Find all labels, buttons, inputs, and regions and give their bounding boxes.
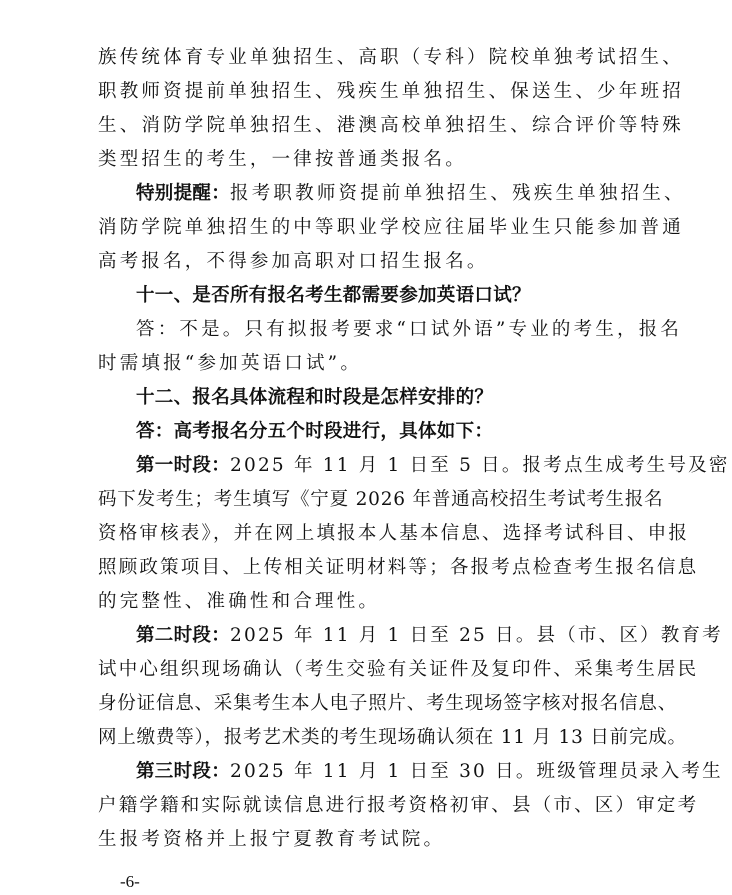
text-line: 消防学院单独招生的中等职业学校应往届毕业生只能参加普通	[98, 217, 684, 238]
text-line: 生报考资格并上报宁夏教育考试院。	[98, 829, 446, 850]
section-heading-11: 十一、是否所有报名考生都需要参加英语口试？	[136, 285, 531, 306]
period-3-line	[136, 760, 723, 784]
answer-heading-12: 答：高考报名分五个时段进行，具体如下：	[136, 421, 494, 442]
text-line: 生、消防学院单独招生、港澳高校单独招生、综合评价等特殊	[98, 115, 684, 136]
text-span: 2025 年 11 月 1 日至 25 日。县（市、区）教育考	[230, 625, 723, 646]
period-1-line	[136, 454, 730, 478]
special-reminder-label: 特别提醒：	[136, 183, 231, 204]
text-line: 的完整性、准确性和合理性。	[98, 591, 381, 612]
period-2-line	[136, 624, 723, 648]
text-line: 时需填报“参加英语口试”。	[98, 353, 363, 374]
text-line: 资格审核表》，并在网上填报本人基本信息、选择考试科目、申报	[98, 523, 690, 544]
text-line: 照顾政策项目、上传相关证明材料等；各报考点检查考生报名信息	[98, 557, 699, 578]
text-line: 类型招生的考生，一律按普通类报名。	[98, 149, 467, 170]
text-line: 族传统体育专业单独招生、高职（专科）院校单独考试招生、	[98, 47, 684, 68]
text-span: 2025 年 11 月 1 日至 30 日。班级管理员录入考生	[230, 761, 723, 782]
text-span: 2025 年 11 月 1 日至 5 日。报考点生成考生号及密	[230, 455, 730, 476]
special-reminder-line	[136, 182, 686, 206]
text-line: 高考报名，不得参加高职对口招生报名。	[98, 251, 489, 272]
text-line: 网上缴费等），报考艺术类的考生现场确认须在 11 月 13 日前完成。	[98, 727, 687, 748]
text-line: 身份证信息、采集考生本人电子照片、考生现场签字核对报名信息、	[98, 693, 678, 714]
period-2-label: 第二时段：	[136, 625, 231, 646]
text-line: 码下发考生；考生填写《宁夏 2026 年普通高校招生考试考生报名	[98, 489, 664, 510]
text-line: 职教师资提前单独招生、残疾生单独招生、保送生、少年班招	[98, 81, 684, 102]
period-1-label: 第一时段：	[136, 455, 231, 476]
text-line: 试中心组织现场确认（考生交验有关证件及复印件、采集考生居民	[98, 659, 699, 680]
period-3-label: 第三时段：	[136, 761, 231, 782]
page-number: -6-	[120, 872, 140, 891]
section-heading-12: 十二、报名具体流程和时段是怎样安排的？	[136, 387, 494, 408]
text-span: 报考职教师资提前单独招生、残疾生单独招生、	[230, 183, 686, 204]
text-line: 答：不是。只有拟报考要求“口试外语”专业的考生，报名	[136, 319, 683, 340]
text-line: 户籍学籍和实际就读信息进行报考资格初审、县（市、区）审定考	[98, 795, 699, 816]
